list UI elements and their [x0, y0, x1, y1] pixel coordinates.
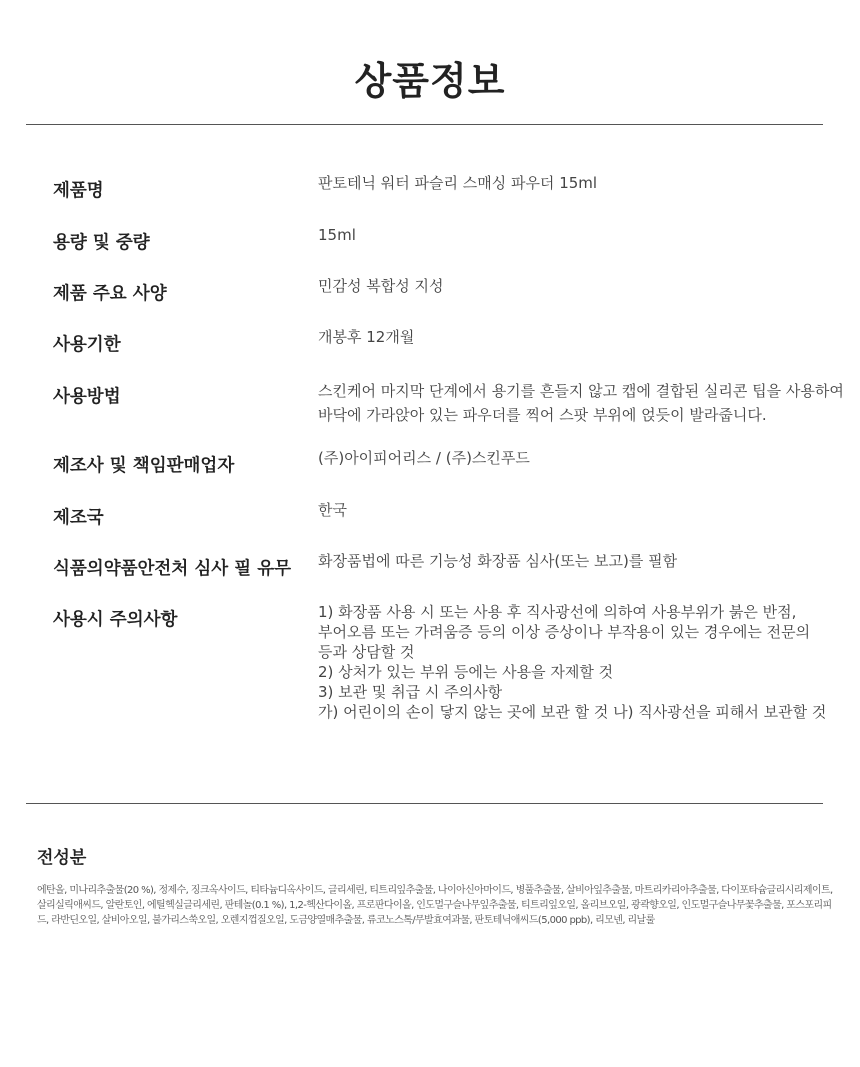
row-value-line: 민감성 복합성 지성 [318, 277, 444, 295]
row-value [318, 551, 858, 571]
row-value [318, 379, 858, 427]
bottom-divider [26, 803, 823, 804]
row-value-line: 바닥에 가라앉아 있는 파우더를 찍어 스팟 부위에 얹듯이 발라줍니다. [318, 406, 767, 424]
ingredients-list: 에탄올, 미나리추출물(20 %), 정제수, 징크옥사이드, 티타늄디옥사이드, 글리세린, 티트리잎추출물, 나이아신아마이드, 병풀추출물, 살비아잎추출물, 마트리카리아추출물, 다이포타슘글리시리제이트, 살리실릭애씨드, 알란토인, 에틸헥실글리세린, 판테놀(0.1 %), 1,2-헥산다이올, 프로판다이올, 인도멀구슬나무잎추출물, 티트리잎오일, 올리브오일, 광곽향오일, 인도멀구슬나무꽃추출물, 포스포리피드, 라반딘오일, 살비아오일, 불가리스쑥오일, 오렌지껍질오일, 도금양열매추출물, 류코노스톡/무발효여과물, 판토테닉애씨드(5,000 ppb), 리모넨, 리날룰 [37, 885, 833, 926]
row-value-line: 가) 어린이의 손이 닿지 않는 곳에 보관 할 것 나) 직사광선을 피해서 보관할 것 [318, 703, 827, 721]
row-value [318, 500, 858, 520]
row-label: 제조사 및 책임판매업자 [53, 456, 235, 476]
row-value-line: 2) 상처가 있는 부위 등에는 사용을 자제할 것 [318, 663, 614, 681]
row-value [318, 276, 858, 296]
row-value [318, 448, 858, 468]
row-value-line: 등과 상담할 것 [318, 643, 415, 661]
row-value-line: 개봉후 12개월 [318, 328, 415, 346]
row-label: 제품명 [53, 181, 104, 201]
row-label: 식품의약품안전처 심사 필 유무 [53, 559, 292, 579]
row-label: 사용방법 [53, 387, 121, 407]
page-title: 상품정보 [354, 59, 506, 103]
row-label: 사용기한 [53, 335, 121, 355]
top-divider [26, 124, 823, 125]
row-value-line: 1) 화장품 사용 시 또는 사용 후 직사광선에 의하여 사용부위가 붉은 반점, [318, 603, 797, 621]
ingredients-title: 전성분 [37, 848, 87, 868]
row-value [318, 225, 858, 245]
row-value-line: 화장품법에 따른 기능성 화장품 심사(또는 보고)를 필함 [318, 552, 678, 570]
row-label: 사용시 주의사항 [53, 610, 178, 630]
row-value-line: 부어오름 또는 가려움증 등의 이상 증상이나 부작용이 있는 경우에는 전문의 [318, 623, 811, 641]
row-value-line: 판토테닉 워터 파슬리 스매싱 파우더 15ml [318, 174, 598, 192]
row-label: 제조국 [53, 508, 104, 528]
row-value [318, 327, 858, 347]
row-value-line: 15ml [318, 226, 356, 244]
row-label: 제품 주요 사양 [53, 284, 167, 304]
row-value-line: 스킨케어 마지막 단계에서 용기를 흔들지 않고 캡에 결합된 실리콘 팁을 사용하여 [318, 382, 844, 400]
row-value [318, 173, 858, 193]
row-value [318, 602, 858, 722]
row-label: 용량 및 중량 [53, 233, 150, 253]
row-value-line: (주)아이피어리스 / (주)스킨푸드 [318, 449, 530, 467]
row-value-line: 3) 보관 및 취급 시 주의사항 [318, 683, 503, 701]
row-value-line: 한국 [318, 501, 347, 519]
